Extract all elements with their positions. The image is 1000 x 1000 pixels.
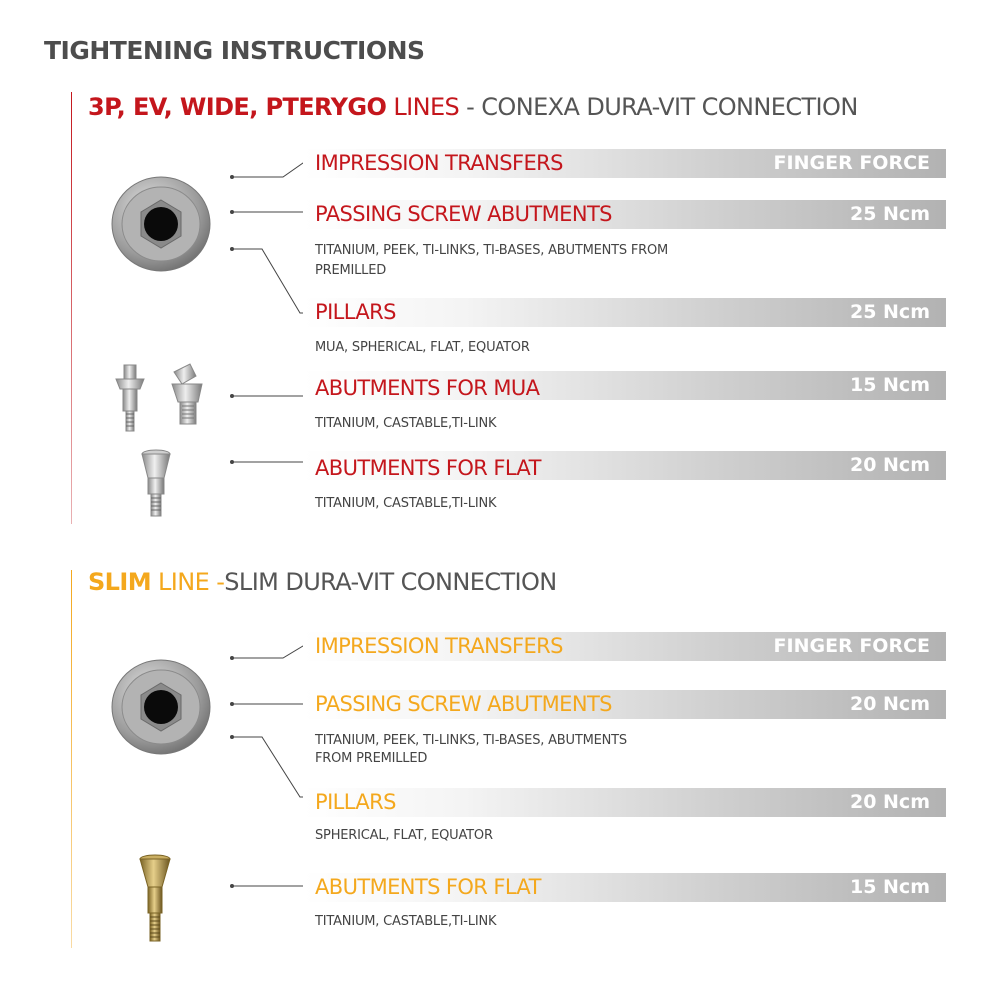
row-label: PILLARS (315, 300, 396, 324)
section1-heading-rest: - CONEXA DURA-VIT CONNECTION (459, 93, 858, 121)
section1-heading-mid: LINES (386, 93, 460, 121)
section2-heading-bold: SLIM (88, 568, 151, 596)
s2-row-pillars-sub: SPHERICAL, FLAT, EQUATOR (315, 828, 493, 843)
torque-value: 20 Ncm (849, 791, 930, 813)
s2-row-passing-screw-abutments (303, 690, 946, 719)
sub-line: TITANIUM, PEEK, TI-LINKS, TI-BASES, ABUTMENTS (315, 733, 627, 748)
section1-heading-bold: 3P, EV, WIDE, PTERYGO (88, 93, 387, 121)
row-label: PASSING SCREW ABUTMENTS (315, 692, 612, 716)
s2-row-abutments-for-flat-sub: TITANIUM, CASTABLE,TI-LINK (315, 914, 497, 929)
s2-row-pillars (303, 788, 946, 817)
row-label: ABUTMENTS FOR FLAT (315, 875, 541, 899)
torque-value: 25 Ncm (849, 301, 930, 323)
torque-value: 20 Ncm (849, 693, 930, 715)
s1-row-passing-screw-abutments-sub: TITANIUM, PEEK, TI-LINKS, TI-BASES, ABUTMENTS FROM PREMILLED (315, 243, 669, 278)
row-label: IMPRESSION TRANSFERS (315, 634, 563, 658)
s2-row-impression-transfers (303, 632, 946, 661)
torque-value: 15 Ncm (849, 876, 930, 898)
section2-heading-rest: SLIM DURA-VIT CONNECTION (224, 568, 557, 596)
slim-flat-abutment-image (136, 853, 174, 945)
row-label: PILLARS (315, 790, 396, 814)
torque-value: FINGER FORCE (773, 635, 930, 657)
s1-row-pillars-sub: MUA, SPHERICAL, FLAT, EQUATOR (315, 340, 530, 355)
s2-row-abutments-for-flat (303, 873, 946, 902)
torque-value: FINGER FORCE (773, 152, 930, 174)
slim-implant-top-view-image (110, 658, 212, 756)
s1-row-abutments-for-mua-sub: TITANIUM, CASTABLE,TI-LINK (315, 416, 497, 431)
row-label: ABUTMENTS FOR FLAT (315, 456, 541, 480)
s1-row-abutments-for-flat-sub: TITANIUM, CASTABLE,TI-LINK (315, 496, 497, 511)
section2-heading-mid: LINE - (151, 568, 225, 596)
row-label: ABUTMENTS FOR MUA (315, 376, 540, 400)
sub-line: FROM PREMILLED (315, 751, 428, 766)
torque-value: 15 Ncm (849, 374, 930, 396)
torque-value: 25 Ncm (849, 203, 930, 225)
row-label: IMPRESSION TRANSFERS (315, 151, 563, 175)
s2-row-passing-screw-abutments-sub (315, 731, 627, 769)
page-title: TIGHTENING INSTRUCTIONS (44, 36, 425, 65)
torque-value: 20 Ncm (849, 454, 930, 476)
row-label: PASSING SCREW ABUTMENTS (315, 202, 612, 226)
